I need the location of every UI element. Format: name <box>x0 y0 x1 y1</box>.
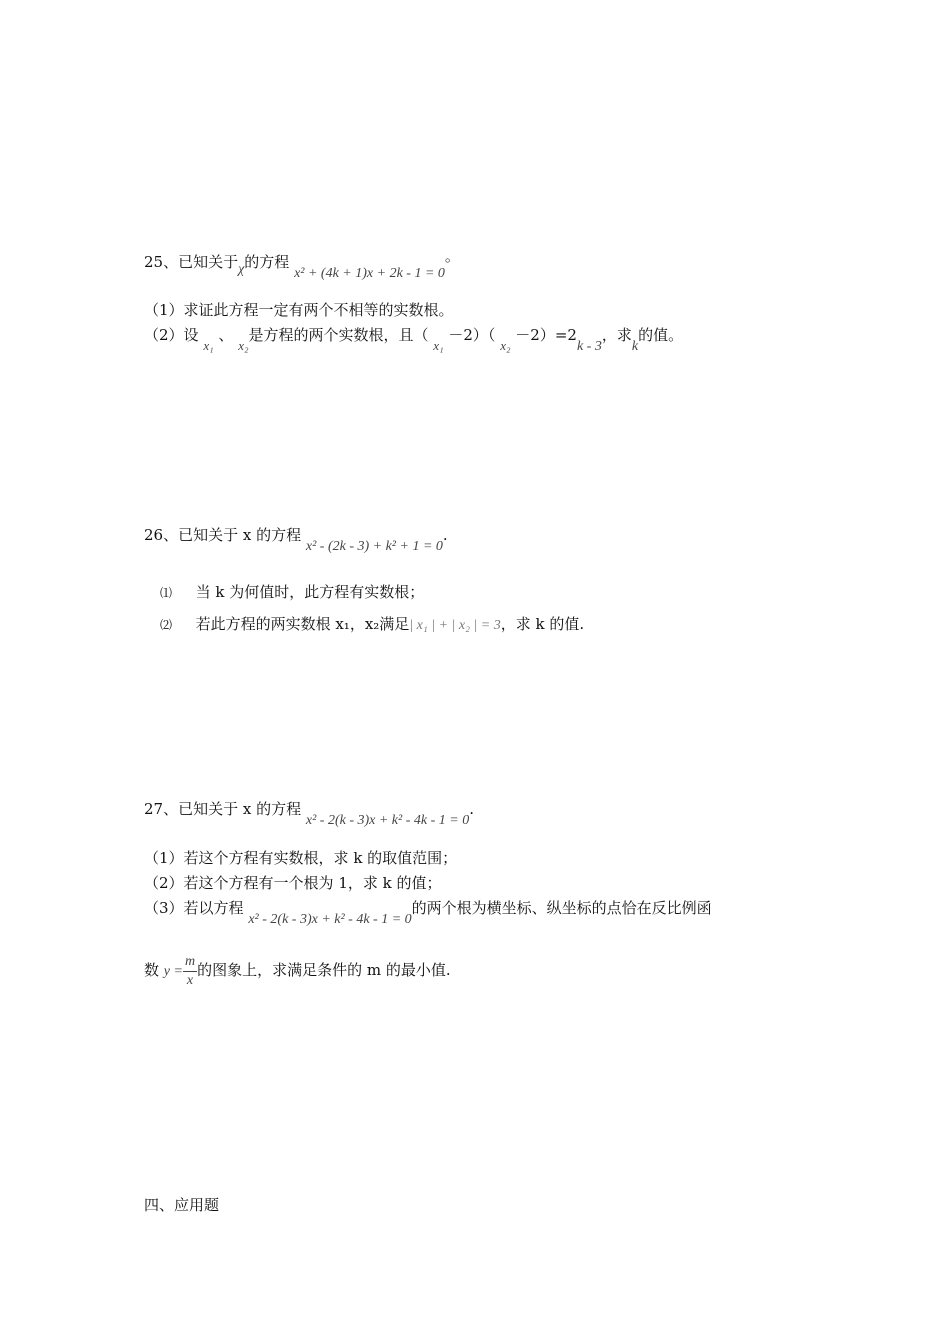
q25-part1: （1）求证此方程一定有两个不相等的实数根。 <box>144 301 454 319</box>
q26-abs-expr: | x₁ | + | x₂ | = 3 <box>409 618 501 633</box>
q26-title <box>144 525 448 554</box>
func-lhs: y = <box>163 964 183 979</box>
q27-part3-c: 数 <box>144 961 160 979</box>
q25-part2-a: （2）设 <box>144 326 199 344</box>
q27-part3-cont <box>144 948 451 994</box>
q27-title <box>144 799 474 828</box>
q25-sep: 、 <box>218 326 234 344</box>
q26-p2-text-a: 若此方程的两实数根 x₁，x₂满足 <box>195 615 410 633</box>
q25-part2-e: ，求 <box>601 326 632 344</box>
q26-p2-text-b: ，求 k 的值. <box>500 615 585 633</box>
q26-p2-num: ⑵ <box>160 618 173 632</box>
q26-intro: 26、已知关于 x 的方程 <box>144 526 302 544</box>
q26-end: . <box>442 526 448 544</box>
q25-end: 。 <box>444 247 460 265</box>
q26-equation: x² - (2k - 3) + k² + 1 = 0 <box>305 539 443 554</box>
q26-p1-text: 当 k 为何值时，此方程有实数根； <box>195 583 425 601</box>
q27-part3-d: 的图象上，求满足条件的 m 的最小值. <box>197 961 451 979</box>
k-minus-3: k - 3 <box>576 339 602 354</box>
q26-part2 <box>160 614 584 636</box>
x1-symbol-2: x₁ <box>433 338 444 353</box>
x1-symbol: x₁ <box>203 338 214 353</box>
q25-part2-f: 的值。 <box>638 326 684 344</box>
q27-part3-equation: x² - 2(k - 3)x + k² - 4k - 1 = 0 <box>248 912 412 927</box>
q25-equation: x² + (4k + 1)x + 2k - 1 = 0 <box>294 266 445 281</box>
q25-part2-d: －2）=2 <box>515 326 577 344</box>
q25-part2 <box>144 325 684 354</box>
q25-mid: 的方程 <box>244 253 290 271</box>
q27-part3 <box>144 898 712 927</box>
section-heading: 四、应用题 <box>144 1196 220 1214</box>
q27-part2: （2）若这个方程有一个根为 1，求 k 的值； <box>144 874 442 892</box>
q26-p1-num: ⑴ <box>160 586 173 600</box>
q25-part2-c: －2）（ <box>448 326 496 344</box>
q27-end: . <box>469 800 474 818</box>
q25-title <box>144 247 460 281</box>
q27-part3-b: 的两个根为横坐标、纵坐标的点恰在反比例函 <box>411 899 712 917</box>
q27-part1: （1）若这个方程有实数根，求 k 的取值范围； <box>144 849 458 867</box>
var-k: k <box>631 339 639 354</box>
q26-part1 <box>160 582 424 603</box>
var-x: χ <box>238 262 245 277</box>
q27-intro: 27、已知关于 x 的方程 <box>144 800 302 818</box>
q25-intro: 25、已知关于 <box>144 253 239 271</box>
q27-equation: x² - 2(k - 3)x + k² - 4k - 1 = 0 <box>305 813 470 828</box>
func-numerator: m <box>183 953 197 972</box>
func-fraction <box>183 953 197 990</box>
x2-symbol: x₂ <box>238 338 249 353</box>
x2-symbol-2: x₂ <box>500 338 511 353</box>
q27-part3-a: （3）若以方程 <box>144 899 244 917</box>
q25-part2-b: 是方程的两个实数根，且（ <box>248 326 429 344</box>
func-denominator: x <box>186 972 194 988</box>
